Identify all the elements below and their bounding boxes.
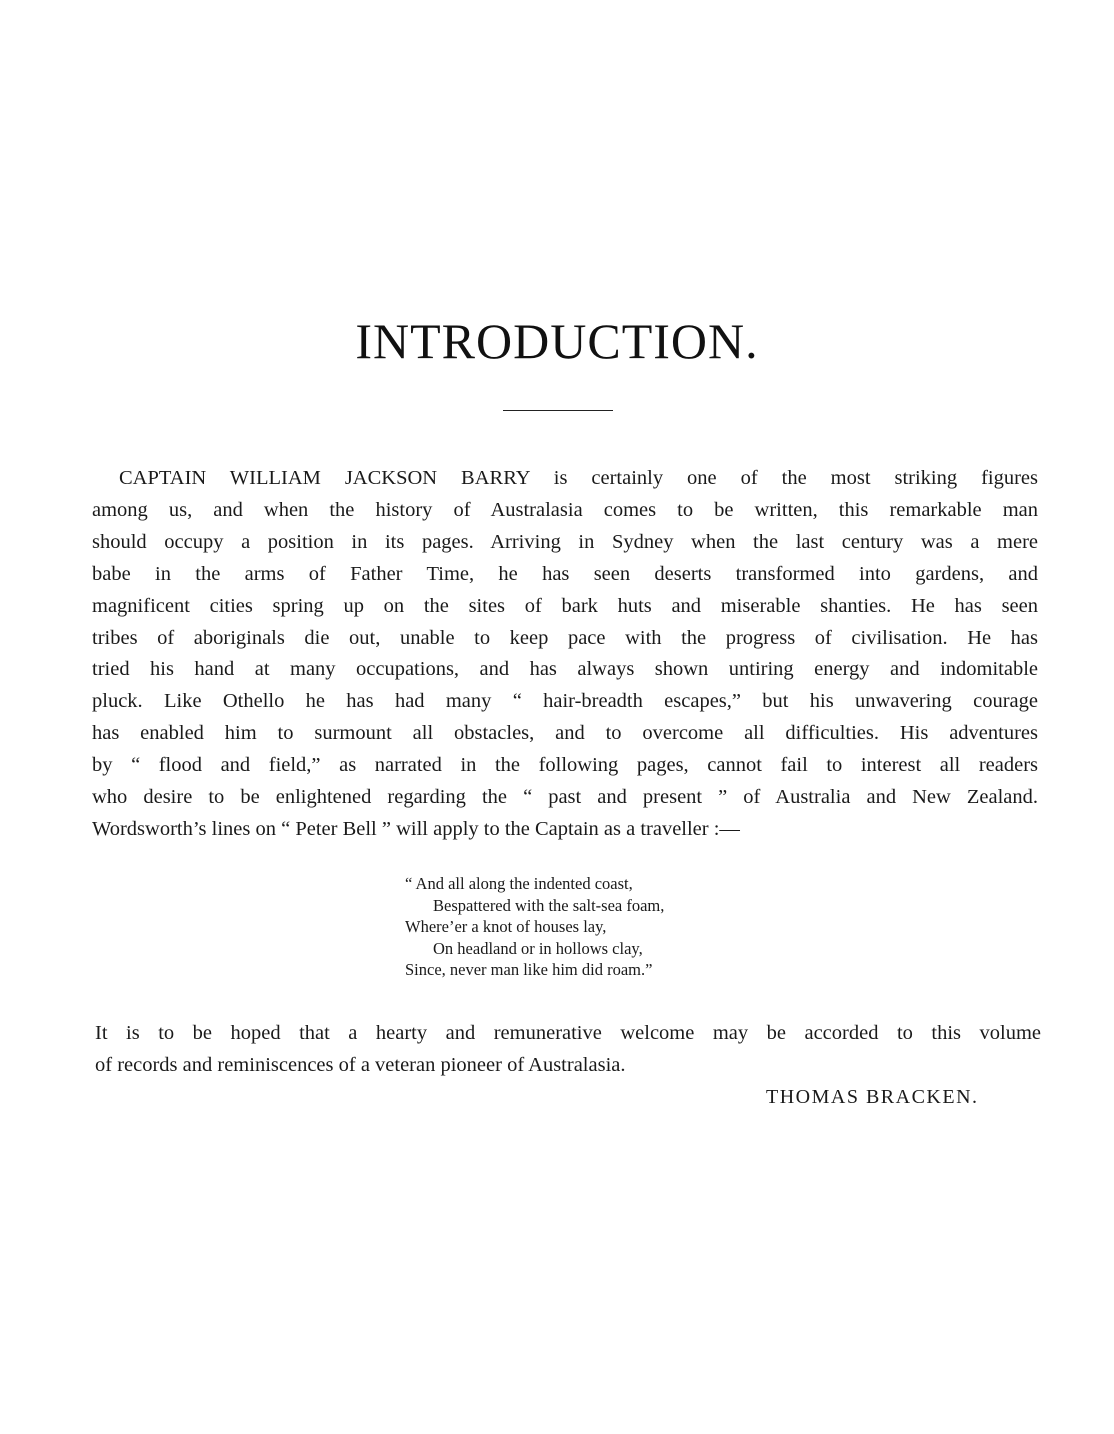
verse-line: “ And all along the indented coast, <box>405 874 633 893</box>
verse-line: On headland or in hollows clay, <box>433 938 643 958</box>
paragraph-line: has enabled him to surmount all obstacles, and to overcome all difficulties. His adventures <box>92 722 1038 745</box>
page-title: INTRODUCTION. <box>355 313 759 369</box>
paragraph-line: among us, and when the history of Australasia comes to be written, this remarkable man <box>92 498 1038 521</box>
verse-line: Since, never man like him did roam.” <box>405 960 653 980</box>
paragraph-line: magnificent cities spring up on the sites of bark huts and miserable shanties. He has seen <box>92 594 1038 617</box>
title-divider <box>503 410 613 411</box>
closing-line: It is to be hoped that a hearty and remunerative welcome may be accorded to this volume <box>95 1022 1041 1044</box>
paragraph-line: pluck. Like Othello he has had many “ hair-breadth escapes,” but his unwavering courage <box>92 690 1038 713</box>
paragraph-line: CAPTAIN WILLIAM JACKSON BARRY is certainly one of the most striking figures <box>119 467 1038 489</box>
closing-paragraph <box>95 1017 1041 1081</box>
closing-line: of records and reminiscences of a veteran pioneer of Australasia. <box>95 1054 626 1076</box>
paragraph-line: Wordsworth’s lines on “ Peter Bell ” will apply to the Captain as a traveller :— <box>92 817 740 840</box>
paragraph-line: babe in the arms of Father Time, he has seen deserts transformed into gardens, and <box>92 562 1038 585</box>
verse-quote <box>405 873 664 981</box>
paragraph-line: by “ flood and field,” as narrated in the following pages, cannot fail to interest all readers <box>92 754 1038 777</box>
author-signature: THOMAS BRACKEN. <box>766 1086 979 1108</box>
paragraph-line: tribes of aboriginals die out, unable to keep pace with the progress of civilisation. He has <box>92 626 1038 649</box>
verse-line: Where’er a knot of houses lay, <box>405 917 607 937</box>
paragraph-line: tried his hand at many occupations, and has always shown untiring energy and indomitable <box>92 658 1038 681</box>
verse-line: Bespattered with the salt-sea foam, <box>433 895 665 915</box>
paragraph-line: who desire to be enlightened regarding the “ past and present ” of Australia and New Zealand. <box>92 786 1038 809</box>
paragraph-line: should occupy a position in its pages. Arriving in Sydney when the last century was a mere <box>92 530 1038 553</box>
introduction-paragraph <box>92 463 1038 846</box>
